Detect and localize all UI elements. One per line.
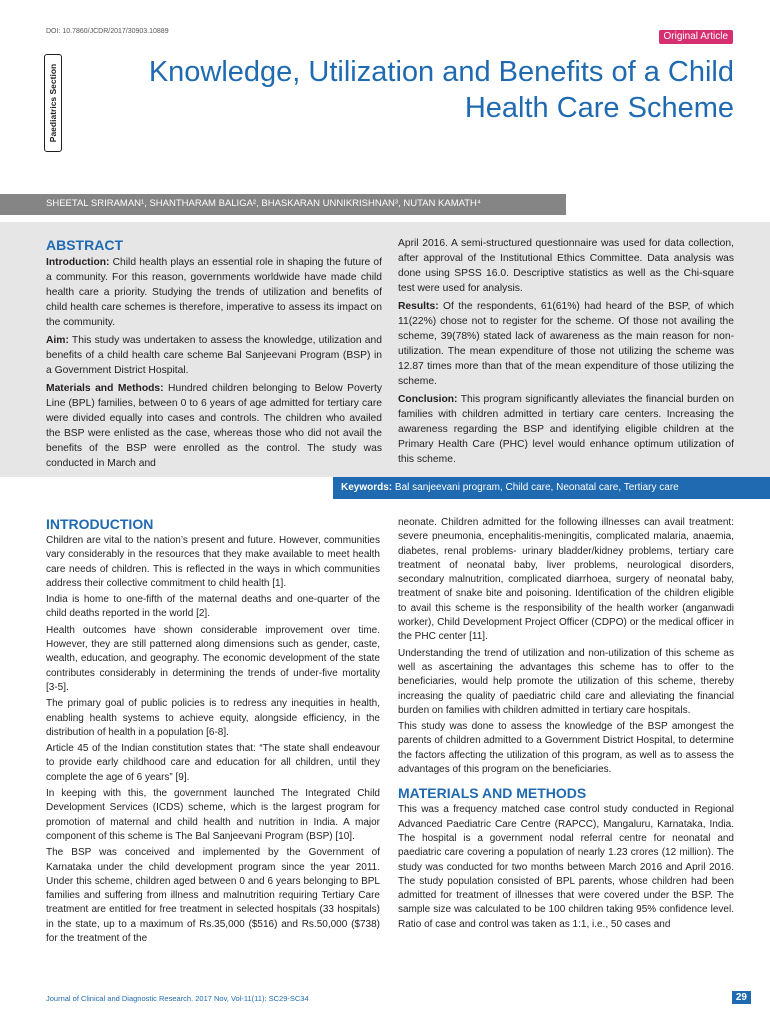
abstract-aim-text: This study was undertaken to assess the knowledge, utilization and benefits of a child health care scheme Bal Sanjeevani Program (BSP) in a Government District Hospital.: [46, 335, 382, 376]
introduction-heading: INTRODUCTION: [46, 516, 154, 532]
abstract-methods-continued: April 2016. A semi-structured questionnaire was used for data collection, after approval of the Institutional Ethics Committee. Data analysis was done using SPSS 16.0. Descriptive statistics as well as the Chi-square test were used for analysis.: [398, 238, 734, 294]
page-number: 29: [732, 991, 751, 1004]
abstract-right-column: [398, 236, 734, 470]
introduction-paragraph: The BSP was conceived and implemented by the Government of Karnataka under the child development program since the year 2011. Under this scheme, children aged between 0 and 6 years belonging to BPL families and suffering from illness and malnutrition requiring Tertiary Care treatment are entitled for free treatment in selected hospitals (33 hospitals) in the state, up to a maximum of Rs.35,000 ($516) and Rs.50,000 ($738) for the treatment of the: [46, 847, 380, 945]
body-right-column: [398, 516, 734, 934]
abstract-results-text: Of the respondents, 61(61%) had heard of the BSP, of which 11(22%) chose not to register for the scheme. Of those not availing the scheme, 39(78%) stated lack of awareness as the main reason for non-utilization. The mean expenditure of those not utilizing the scheme was 12.87 times more than that of the mean expenditure of those utilizing the scheme.: [398, 301, 734, 387]
doi-text: DOI: 10.7860/JCDR/2017/30903.10889: [46, 28, 169, 35]
authors-list: SHEETAL SRIRAMAN¹, SHANTHARAM BALIGA², BHASKARAN UNNIKRISHNAN³, NUTAN KAMATH⁴: [46, 198, 481, 209]
section-tab: [44, 54, 62, 152]
introduction-paragraph: The primary goal of public policies is to redress any inequities in health, enabling health systems to achieve equity, alongside efficiency, in the distribution of health in a population [6-8].: [46, 698, 380, 738]
abstract-methods: [46, 381, 382, 471]
authors-bar: [0, 194, 566, 215]
abstract-conclusion-text: This program significantly alleviates the financial burden on families with children admitted in tertiary care centers. Increasing the awareness regarding the BSP and identifying eligible children at the Primary Health Care (PHC) level would enhance optimum utilization of this scheme.: [398, 394, 734, 465]
journal-footer: Journal of Clinical and Diagnostic Research. 2017 Nov, Vol-11(11): SC29-SC34: [46, 994, 309, 1003]
abstract-conclusion-label: Conclusion:: [398, 394, 458, 405]
section-tab-label: Paediatrics Section: [48, 63, 58, 143]
body-left-column: [46, 516, 380, 948]
introduction-paragraph: neonate. Children admitted for the following illnesses can avail treatment: severe pneumonia, encephalitis-meningitis, complicated malaria, anaemia, diabetes, renal problems- urinary bladder/kidney problems, tertiary care treatment of neonatal baby, liver problems, neurological disorders, secondary malnutrition, complicated diarrhoea, surgery of neonatal baby, treatment of snake bite and poisoning. Identification of the children eligible to avail this scheme is the responsibility of the health worker (anganwadi worker), Child Development Project Officer (CDPO) or the medical officer in the PHC center [11].: [398, 517, 734, 643]
introduction-paragraph: In keeping with this, the government launched The Integrated Child Development Services (ICDS) scheme, which is the largest program for promotion of maternal and child health and nutrition in India. A major component of this scheme is The Bal Sanjeevani Program (BSP) [10].: [46, 788, 380, 842]
introduction-paragraph: This study was done to assess the knowledge of the BSP amongest the parents of children admitted to a Government District Hospital, to determine the factors affecting the utilization of this program, as well as to assess the advantages of this program on the beneficiaries.: [398, 721, 734, 776]
introduction-paragraph: Understanding the trend of utilization and non-utilization of this scheme as well as ascertaining the advantages this scheme has to offer to the beneficiaries, would help promote the utilization of this scheme, thereby increasing the quality of paediatric child care and alleviating the financial burden on families with children admitted in tertiary care hospitals.: [398, 647, 734, 716]
abstract-heading: ABSTRACT: [46, 237, 123, 253]
abstract-conclusion: [398, 392, 734, 467]
abstract-results-label: Results:: [398, 301, 439, 312]
introduction-paragraph: Children are vital to the nation’s present and future. However, communities vary considerably in the resources that they make available to meet health care needs of children. This is reflected in the ways in which communities address their collective commitment to child health [1].: [46, 535, 380, 589]
abstract-introduction-text: Child health plays an essential role in shaping the future of a community. For this reason, governments worldwide have made child health care a priority. Studying the trends of utilization and benefits of child health care schemes is therefore, imperative to assess its impact on the community.: [46, 257, 382, 328]
abstract-results: [398, 299, 734, 389]
abstract-left-column: [46, 236, 382, 474]
methods-paragraph: This was a frequency matched case control study conducted in Regional Advanced Paediatric Care Centre (RAPCC), Mangaluru, Karnataka, India. The hospital is a government nodal referral centre for neonatal and paediatric care covering a population of nearly 1.23 crores (12 million). The study was conducted for two months between March 2016 and April 2016. The study population consisted of BPL parents, whose children had been admitted for treatment of illnesses that were covered under the BSP. The sample size was calculated to be 100 children taking 95% confidence level. Ratio of case and control was taken as 1:1, i.e., 50 cases and: [398, 804, 734, 930]
keywords-text: Bal sanjeevani program, Child care, Neonatal care, Tertiary care: [392, 482, 679, 493]
keywords-label: Keywords:: [341, 482, 393, 493]
article-type-badge: Original Article: [659, 30, 733, 44]
abstract-methods-label: Materials and Methods:: [46, 383, 164, 394]
abstract-introduction-label: Introduction:: [46, 257, 110, 268]
introduction-paragraph: India is home to one-fifth of the maternal deaths and one-quarter of the child deaths reported in the world [2].: [46, 594, 380, 620]
introduction-paragraph: Article 45 of the Indian constitution states that: “The state shall endeavour to provide early childhood care and education for all children, until they complete the age of 6 years” [9].: [46, 743, 380, 783]
methods-heading: MATERIALS AND METHODS: [398, 785, 587, 802]
abstract-aim-label: Aim:: [46, 335, 69, 346]
abstract-methods-text: Hundred children belonging to Below Poverty Line (BPL) families, between 0 to 6 years of age admitted for tertiary care were divided equally into cases and controls. The children who availed the BSP were enlisted as the case, whereas those who did not avail the benefits of the BSP were enrolled as the control. The study was conducted in March and: [46, 383, 382, 469]
abstract-introduction: [46, 255, 382, 330]
keywords-bar: [333, 477, 770, 499]
abstract-aim: [46, 333, 382, 378]
introduction-paragraph: Health outcomes have shown considerable improvement over time. However, they are still patterned along dimensions such as gender, caste, wealth, education, and geography. The economic development of the state contributes considerably in determining the trends of under-five mortality [3-5].: [46, 624, 380, 693]
article-title: Knowledge, Utilization and Benefits of a Child Health Care Scheme: [148, 56, 734, 124]
